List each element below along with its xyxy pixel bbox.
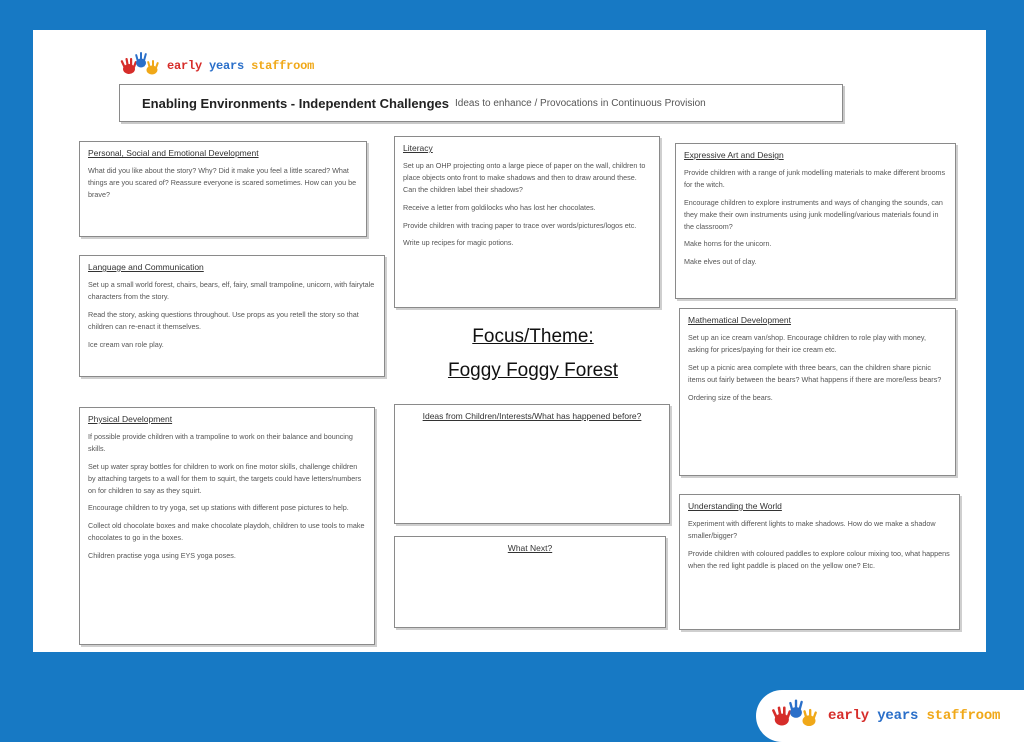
whatnext-heading: What Next? (507, 543, 553, 553)
physical-item: Collect old chocolate boxes and make chocolate playdoh, children to use tools to make chocolates to go in the boxes. (88, 521, 365, 543)
top-logo (119, 52, 314, 80)
logo-text (167, 59, 314, 73)
physical-item: Set up water spray bottles for children to work on fine motor skills, challenge children by attaching targets to a wall for them to squirt, the targets could have letters/numbers on for children to say as they squirt. (88, 461, 362, 495)
planning-sheet (33, 30, 986, 652)
maths-box (679, 308, 956, 476)
language-item: Set up a small world forest, chairs, bears, elf, fairy, small trampoline, unicorn, with fairytale characters from the story. (88, 280, 375, 301)
title-box (119, 84, 843, 122)
focus-theme-title: Foggy Foggy Forest (447, 360, 619, 381)
page-subtitle: Ideas to enhance / Provocations in Continuous Provision (454, 97, 706, 109)
logo-text (828, 708, 1000, 724)
world-item: Experiment with different lights to make shadows. How do we make a shadow smaller/bigger? (688, 519, 936, 540)
literacy-item: Provide children with tracing paper to trace over words/pictures/logos etc. (403, 220, 637, 230)
physical-item: Encourage children to try yoga, set up stations with different pose pictures to help. (88, 503, 349, 513)
logo-word-staffroom: staffroom (926, 708, 1001, 724)
logo-word-early: early (828, 708, 870, 724)
maths-item: Ordering size of the bears. (688, 392, 773, 402)
literacy-box (394, 136, 660, 308)
logo-word-years: years (877, 708, 919, 724)
expressive-item: Provide children with a range of junk modelling materials to make different brooms for the witch. (684, 168, 946, 189)
ideas-heading: Ideas from Children/Interests/What has happened before? (422, 411, 642, 421)
language-item: Ice cream van role play. (88, 339, 164, 349)
logo-word-staffroom: staffroom (251, 59, 315, 73)
literacy-item: Set up an OHP projecting onto a large piece of paper on the wall, children to place objects onto front to make shadows and then to draw around these. Can the children label their shadows? (403, 161, 646, 194)
expressive-item: Make horns for the unicorn. (684, 239, 772, 249)
logo-word-years: years (209, 59, 245, 73)
hands-logo-icon (119, 52, 163, 80)
literacy-item: Receive a letter from goldilocks who has lost her chocolates. (403, 202, 596, 212)
expressive-box (675, 143, 956, 299)
hands-logo-icon (770, 699, 822, 733)
language-box (79, 255, 385, 377)
maths-item: Set up a picnic area complete with three bears, can the children share picnic items out fairly between the bears? What happens if there are more/less bears? (688, 362, 942, 384)
language-item: Read the story, asking questions throughout. Use props as you retell the story so that children can re-enact it themselves. (88, 309, 359, 331)
whatnext-box (394, 536, 666, 628)
physical-item: If possible provide children with a trampoline to work on their balance and bouncing skills. (88, 432, 353, 453)
psed-box (79, 141, 367, 237)
ideas-box (394, 404, 670, 524)
literacy-heading: Literacy (403, 143, 433, 153)
physical-item: Children practise yoga using EYS yoga poses. (88, 551, 236, 560)
language-heading: Language and Communication (88, 262, 204, 272)
literacy-item: Write up recipes for magic potions. (403, 238, 514, 248)
bottom-logo-badge (756, 690, 1024, 742)
maths-item: Set up an ice cream van/shop. Encourage children to role play with money, asking for prices/paying for their ice cream etc. (688, 333, 926, 354)
page-title: Enabling Environments - Independent Challenges (142, 95, 449, 111)
focus-theme (394, 320, 672, 391)
world-heading: Understanding the World (688, 501, 782, 511)
world-box (679, 494, 960, 630)
expressive-heading: Expressive Art and Design (684, 150, 784, 160)
expressive-item: Make elves out of clay. (684, 257, 757, 267)
physical-heading: Physical Development (88, 414, 173, 424)
expressive-item: Encourage children to explore instruments and ways of changing the sounds, can they make their own instruments using junk modelling/various materials found in the classroom? (684, 197, 943, 231)
world-item: Provide children with coloured paddles to explore colour mixing too, what happens when the red light paddle is placed on the yellow one? Etc. (688, 548, 950, 570)
physical-box (79, 407, 375, 645)
focus-label: Focus/Theme: (472, 326, 594, 347)
psed-item: What did you like about the story? Why? Did it make you feel a little scared? What things are you scared of? Reassure everyone is scared sometimes. How can you be brave? (88, 166, 357, 199)
psed-heading: Personal, Social and Emotional Development (88, 148, 259, 158)
logo-word-early: early (167, 59, 203, 73)
maths-heading: Mathematical Development (688, 315, 791, 325)
